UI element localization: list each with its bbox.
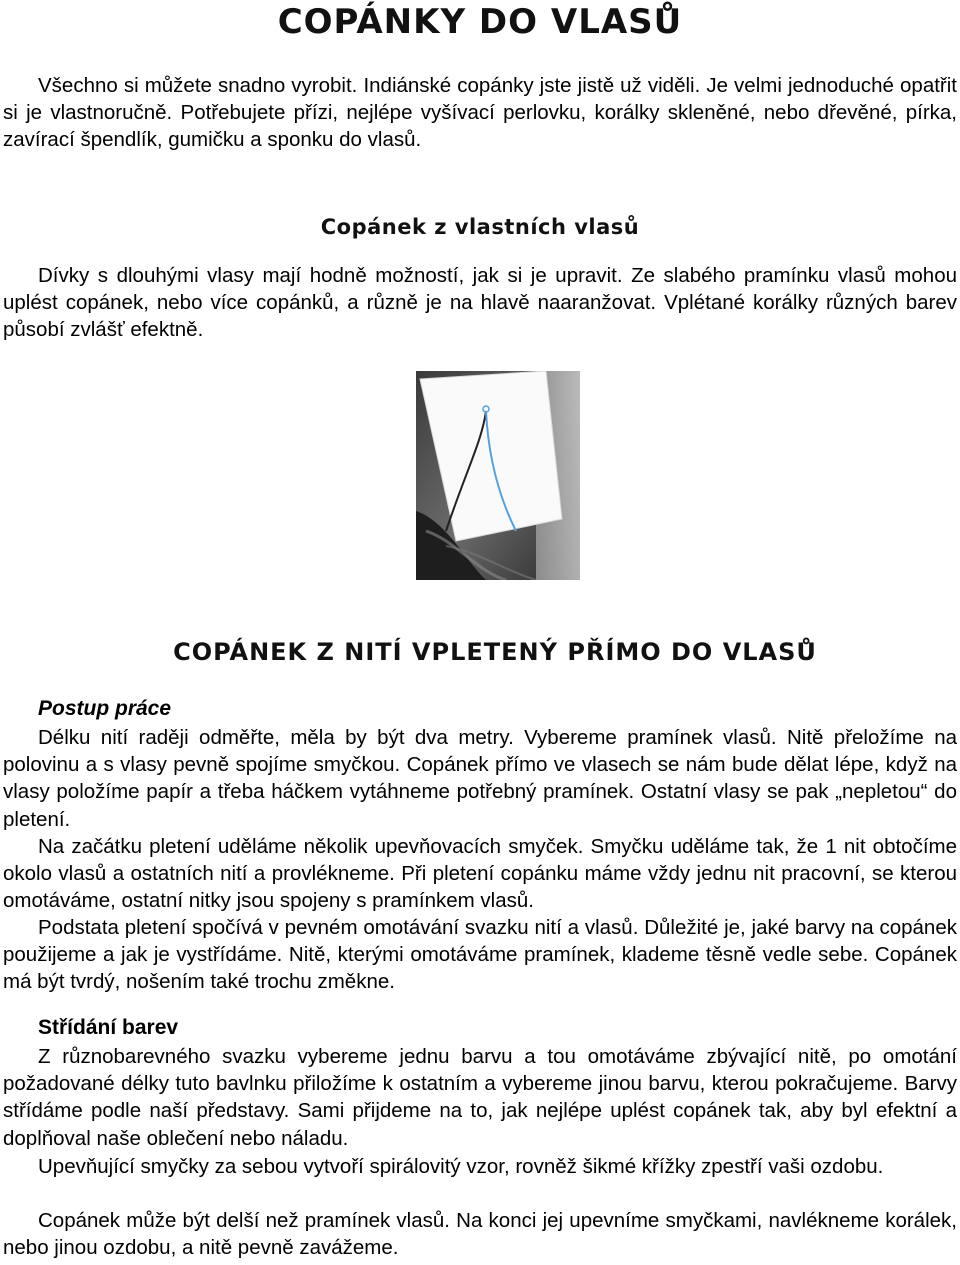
postup-paragraph-3: Podstata pletení spočívá v pevném omotávání svazku nití a vlasů. Důležité je, jaké barvy na copánek použijeme a jak je vystřídáme. Nitě, kterými omotáváme pramínek, klademe těsně vedle sebe. Copánek má být tvrdý, nošením také trochu změkne. bbox=[3, 916, 957, 994]
section-paragraph-vlastni-vlasy: Dívky s dlouhými vlasy mají hodně možností, jak si je upravit. Ze slabého pramínku vlasů mohou uplést copánek, nebo více copánků, a různě je na hlavě naaranžovat. Vplétané korálky různých barev působí zvlášť efektně. bbox=[3, 264, 957, 342]
stridani-paragraph-3: Copánek může být delší než pramínek vlasů. Na konci jej upevníme smyčkami, navlékneme korálek, nebo jinou ozdobu, a nitě pevně zavážeme. bbox=[3, 1209, 957, 1260]
section-heading-vlastni-vlasy: Copánek z vlastních vlasů bbox=[320, 215, 640, 239]
postup-paragraph-2: Na začátku pletení uděláme několik upevňovacích smyček. Smyčku uděláme tak, že 1 nit obtočíme okolo vlasů a ostatních nití a provlékneme. Při pletení copánku máme vždy jednu nit pracovní, se kterou omotáváme, ostatní nitky jsou spojeny s pramínkem vlasů. bbox=[3, 835, 957, 913]
stridani-paragraph-2: Upevňující smyčky za sebou vytvoří spirálovitý vzor, rovněž šikmé křížky zpestří vaši ozdobu. bbox=[38, 1155, 884, 1178]
braid-photo bbox=[416, 371, 580, 580]
subheading-postup-prace: Postup práce bbox=[38, 697, 172, 720]
stridani-paragraph-1: Z různobarevného svazku vybereme jednu barvu a tou omotáváme zbývající nitě, po omotání požadované délky tuto bavlnku přiložíme k ostatním a vybereme jinou barvu, kterou pokračujeme. Barvy střídáme podle naší představy. Sami přijdeme na to, jak nejlépe uplést copánek tak, aby byl efektní a doplňoval naše oblečení nebo náladu. bbox=[3, 1045, 957, 1150]
section-heading-copanek-z-niti: COPÁNEK Z NITÍ VPLETENÝ PŘÍMO DO VLASŮ bbox=[173, 638, 817, 666]
intro-paragraph: Všechno si můžete snadno vyrobit. Indiánské copánky jste jistě už viděli. Je velmi jednoduché opatřit si je vlastnoručně. Potřebujete přízi, nejlépe vyšívací perlovku, korálky skleněné, nebo dřevěné, pírka, zavírací špendlík, gumičku a sponku do vlasů. bbox=[3, 74, 957, 152]
hair-paper-illustration bbox=[416, 371, 580, 580]
page-title: COPÁNKY DO VLASŮ bbox=[277, 2, 683, 42]
subheading-stridani-barev: Střídání barev bbox=[38, 1016, 179, 1039]
postup-paragraph-1: Délku nití raději odměřte, měla by být dva metry. Vybereme pramínek vlasů. Nitě přeložíme na polovinu a s vlasy pevně spojíme smyčkou. Copánek přímo ve vlasech se nám bude dělat lépe, když na vlasy položíme papír a třeba háčkem vytáhneme potřebný pramínek. Ostatní vlasy se pak „nepletou“ do pletení. bbox=[3, 726, 957, 831]
